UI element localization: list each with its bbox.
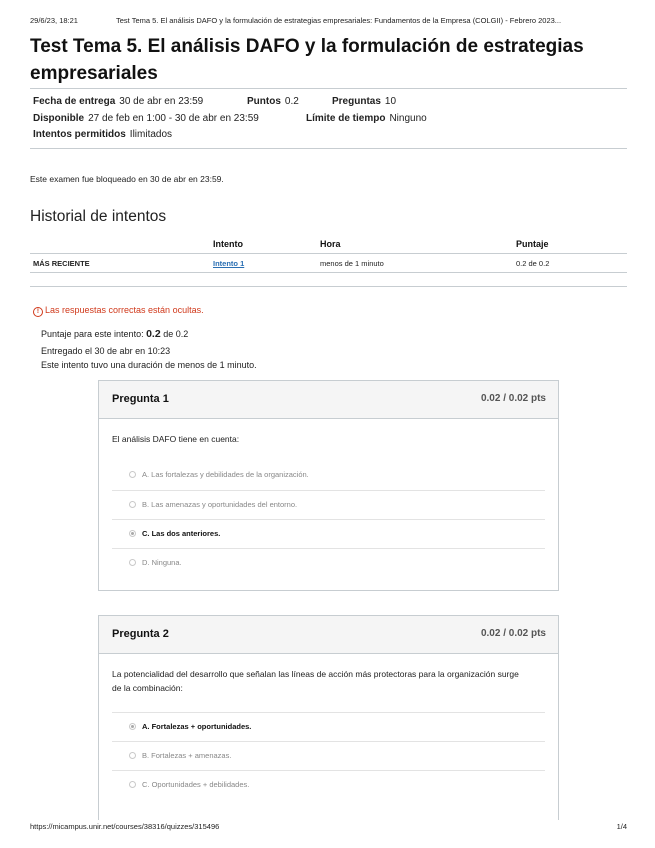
due-label: Fecha de entrega [33, 96, 116, 107]
answer-option-label: B. Fortalezas + amenazas. [142, 751, 232, 760]
answer-option-label: B. Las amenazas y oportunidades del entorno. [142, 500, 298, 509]
footer-url: https://micampus.unir.net/courses/38316/quizzes/315496 [30, 822, 220, 831]
answer-option-label: C. Las dos anteriores. [142, 529, 221, 538]
question-header [99, 381, 558, 419]
answer-option-selected[interactable] [112, 712, 545, 742]
question-title: Pregunta 1 [112, 393, 169, 405]
questions-detail [332, 96, 396, 107]
answer-option[interactable] [112, 461, 545, 490]
attempts-detail [33, 129, 172, 140]
row-label-most-recent: MÁS RECIENTE [33, 259, 90, 268]
column-header-time: Hora [320, 239, 341, 249]
attempt-link-text[interactable]: Intento 1 [213, 259, 245, 268]
column-header-score: Puntaje [516, 239, 549, 249]
answer-option-label: C. Oportunidades + debilidades. [142, 780, 250, 789]
radio-button[interactable] [129, 501, 136, 508]
divider [30, 148, 627, 149]
hidden-answers-warning [33, 305, 204, 317]
available-detail [33, 113, 259, 124]
history-title: Historial de intentos [30, 208, 167, 225]
divider [30, 88, 627, 89]
question-card-1 [98, 380, 559, 591]
time-limit-detail [306, 113, 427, 124]
column-header-attempt: Intento [213, 239, 243, 249]
radio-button[interactable] [129, 471, 136, 478]
locked-message: Este examen fue bloqueado en 30 de abr en 23:59. [30, 174, 224, 184]
points-label: Puntos [247, 96, 281, 107]
page-title: Test Tema 5. El análisis DAFO y la formulación de estrategias empresariales [30, 36, 584, 84]
attempt-link[interactable] [213, 259, 244, 268]
radio-button[interactable] [129, 781, 136, 788]
question-title: Pregunta 2 [112, 628, 169, 640]
table-divider [30, 272, 627, 273]
question-text: El análisis DAFO tiene en cuenta: [112, 434, 240, 444]
due-value: 30 de abr en 23:59 [119, 96, 204, 107]
score-prefix: Puntaje para este intento: [41, 329, 144, 339]
attempts-label: Intentos permitidos [33, 129, 126, 140]
duration-line: Este intento tuvo una duración de menos de 1 minuto. [41, 360, 257, 370]
footer-page-number: 1/4 [616, 822, 627, 831]
radio-button[interactable] [129, 752, 136, 759]
question-card-2 [98, 615, 559, 820]
points-detail [247, 96, 299, 107]
table-divider [30, 286, 627, 287]
score-suffix: de 0.2 [163, 329, 189, 339]
questions-value: 10 [384, 96, 397, 107]
radio-button-selected[interactable] [129, 530, 136, 537]
radio-button[interactable] [129, 559, 136, 566]
attempt-score: 0.2 de 0.2 [516, 259, 550, 268]
time-limit-value: Ninguno [389, 113, 427, 124]
available-label: Disponible [33, 113, 85, 124]
answer-option[interactable] [112, 490, 545, 520]
questions-label: Preguntas [332, 96, 381, 107]
radio-button-selected[interactable] [129, 723, 136, 730]
attempts-value: Ilimitados [129, 129, 173, 140]
question-text: La potencialidad del desarrollo que señalan las líneas de acción más protectoras para la organización surge de la combinación: [112, 669, 519, 693]
answer-option[interactable] [112, 548, 545, 578]
submitted-line: Entregado el 30 de abr en 10:23 [41, 346, 171, 356]
print-header [30, 16, 627, 25]
print-datetime: 29/6/23, 18:21 [30, 16, 78, 25]
table-divider [30, 253, 627, 254]
available-value: 27 de feb en 1:00 - 30 de abr en 23:59 [88, 113, 259, 124]
warning-icon: ! [33, 307, 43, 317]
score-value: 0.2 [146, 328, 161, 340]
answer-option[interactable] [112, 741, 545, 771]
time-limit-label: Límite de tiempo [306, 113, 386, 124]
question-points: 0.02 / 0.02 pts [480, 393, 546, 404]
answer-option-label: A. Las fortalezas y debilidades de la organización. [142, 470, 309, 479]
answer-option-label: A. Fortalezas + oportunidades. [142, 722, 252, 731]
question-points: 0.02 / 0.02 pts [480, 628, 546, 639]
attempt-score-line [41, 328, 188, 340]
warning-text: Las respuestas correctas están ocultas. [45, 305, 204, 315]
question-header [99, 616, 558, 654]
answer-option[interactable] [112, 770, 545, 800]
answer-option-selected[interactable] [112, 519, 545, 549]
print-doc-title: Test Tema 5. El análisis DAFO y la formulación de estrategias empresariales: Fundamentos de la Empresa (COLGII) - Febrero 2023... [116, 16, 562, 25]
quiz-details-row-1 [33, 96, 203, 107]
answer-option-label: D. Ninguna. [142, 558, 182, 567]
attempt-time: menos de 1 minuto [320, 259, 384, 268]
points-value: 0.2 [284, 96, 299, 107]
